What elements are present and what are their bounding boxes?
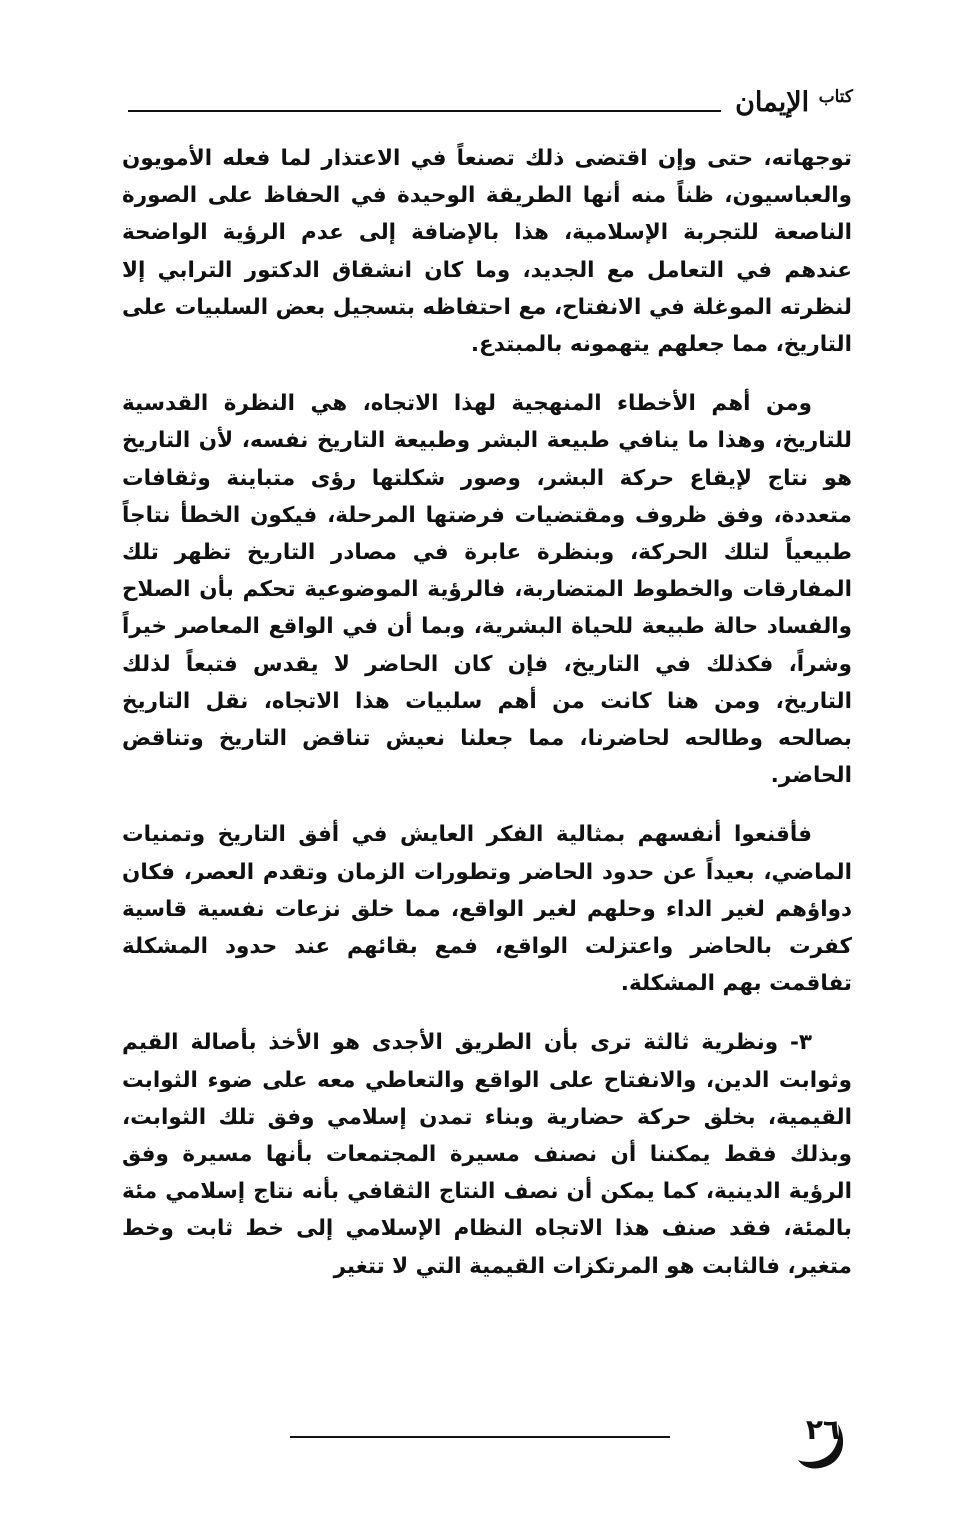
- paragraph-4: ٣- ونظرية ثالثة ترى بأن الطريق الأجدى هو الأخذ بأصالة القيم وثوابت الدين، والانفتاح على الواقع والتعاطي معه على ضوء الثوابت القيمية، بخلق حركة حضارية وبناء تمدن إسلامي وفق تلك الثوابت، وبذلك فقط يمكننا أن نصنف مسيرة المجتمعات بأنها مسيرة وفق الرؤية الدينية، كما يمكن أن نصف النتاج الثقافي بأنه نتاج إسلامي مئة بالمئة، فقد صنف هذا الاتجاه النظام الإسلامي إلى خط ثابت وخط متغير، فالثابت هو المرتكزات القيمية التي لا تتغير: [122, 1030, 852, 1279]
- book-series-logo: [735, 89, 853, 116]
- paragraph-2: ومن أهم الأخطاء المنهجية لهذا الاتجاه، هي النظرة القدسية للتاريخ، وهذا ما ينافي طبيعة البشر وطبيعة التاريخ نفسه، لأن التاريخ هو نتاج لإيقاع حركة البشر، وصور شكلتها رؤى متباينة وثقافات متعددة، وفق ظروف ومقتضيات فرضتها المرحلة، فيكون الخطأ نتاجاً طبيعياً لتلك الحركة، وبنظرة عابرة في مصادر التاريخ تظهر تلك المفارقات والخطوط المتضاربة، فالرؤية الموضوعية تحكم بأن الصلاح والفساد حالة طبيعة للحياة البشرية، وبما أن في الواقع المعاصر خيراً وشراً، فكذلك في التاريخ، فإن كان الحاضر لا يقدس فتبعاً لذلك التاريخ، ومن هنا كانت من أهم سلبيات هذا الاتجاه، نقل التاريخ بصالحه وطالحه لحاضرنا، مما جعلنا نعيش تناقض التاريخ وتناقض الحاضر.: [122, 391, 852, 789]
- page-number: ٢٦: [805, 1413, 840, 1446]
- page-header: [128, 68, 853, 118]
- header-rule: [128, 110, 721, 112]
- paragraph-1: توجهاته، حتى وإن اقتضى ذلك تصنعاً في الاعتذار لما فعله الأمويون والعباسيون، ظناً منه أنها الطريقة الوحيدة في الحفاظ على الصورة الناصعة للتجربة الإسلامية، هذا بالإضافة إلى عدم الرؤية الواضحة عندهم في التعامل مع الجديد، وما كان انشقاق الدكتور الترابي إلا لنظرته الموغلة في الانفتاح، مع احتفاظه بتسجيل بعض السلبيات على التاريخ، مما جعلهم يتهمونه بالمبتدع.: [122, 146, 852, 358]
- footer-rule: [290, 1436, 670, 1438]
- page-body: [122, 140, 852, 1307]
- brand-name: الإيمان: [735, 87, 810, 118]
- page-footer: [290, 1410, 860, 1480]
- brand-prefix: كتاب: [818, 87, 853, 107]
- paragraph-3: فأقنعوا أنفسهم بمثالية الفكر العايش في أفق التاريخ وتمنيات الماضي، بعيداً عن حدود الحاضر وتطورات الزمان وتقدم العصر، فكان دواؤهم لغير الداء وحلهم لغير الواقع، مما خلق نزعات نفسية قاسية كفرت بالحاضر واعتزلت الواقع، فمع بقائهم عند حدود المشكلة تفاقمت بهم المشكلة.: [122, 822, 852, 997]
